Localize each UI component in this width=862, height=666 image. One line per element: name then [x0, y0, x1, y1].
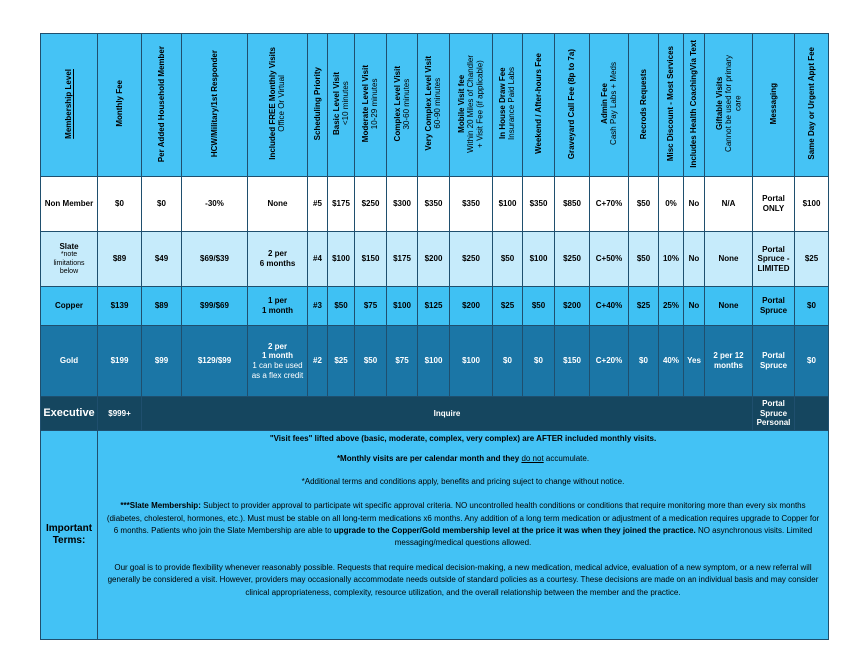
table-cell: $0	[98, 177, 142, 232]
header-weekend-fee: Weekend / After-hours Fee	[523, 34, 555, 177]
table-cell: $350	[418, 177, 450, 232]
table-cell: C+40%	[590, 287, 629, 326]
table-cell: $0	[493, 326, 523, 397]
table-cell: $129/$99	[182, 326, 248, 397]
header-giftable-visits: Giftable Visits Cannot be used for primary care	[705, 34, 753, 177]
table-cell: $0	[142, 177, 182, 232]
header-in-house-draw: In House Draw Fee Insurance Paid Labs	[493, 34, 523, 177]
header-free-visits: Included FREE Monthly Visits Office Or Virtual	[248, 34, 308, 177]
header-admin-fee: Admin Fee Cash Pay Labs + Meds	[590, 34, 629, 177]
table-cell: C+50%	[590, 232, 629, 287]
terms-flexibility: Our goal is to provide flexibility whenever reasonably possible. Requests that require medical decision-making, a new medication, medical advice, evaluation of a new symptom, or a new referral will generally be considered a visit. However, providers may occasionally accommodate needs outside of standard policies as a courtesy. These decisions are made on an individual basis and may consider clinical appropriateness, complexity, resource utilization, and the overall relationship between the member and the practice.	[107, 562, 819, 597]
table-cell: $50	[523, 287, 555, 326]
membership-pricing-table	[40, 33, 829, 640]
table-cell: $125	[418, 287, 450, 326]
table-cell: $150	[555, 326, 590, 397]
table-cell: $100	[328, 232, 355, 287]
table-cell: $89	[142, 287, 182, 326]
table-cell: $25	[795, 232, 829, 287]
table-cell: $99	[142, 326, 182, 397]
header-household-member: Per Added Household Member	[142, 34, 182, 177]
table-cell: #3	[308, 287, 328, 326]
free-visits-cell: 1 per 1 month	[248, 287, 308, 326]
messaging-cell: Portal Spruce Personal	[753, 397, 795, 431]
header-very-complex-visit: Very Complex Level Visit 60-90 minutes	[418, 34, 450, 177]
table-cell: $850	[555, 177, 590, 232]
table-cell: $69/$39	[182, 232, 248, 287]
level-cell: Executive	[41, 397, 98, 431]
table-cell: None	[705, 287, 753, 326]
level-cell: Copper	[41, 287, 98, 326]
table-cell: $250	[355, 177, 387, 232]
table-cell: 10%	[659, 232, 684, 287]
header-basic-visit: Basic Level Visit <10 minutes	[328, 34, 355, 177]
header-scheduling-priority: Scheduling Priority	[308, 34, 328, 177]
table-cell: $50	[629, 177, 659, 232]
table-cell: None	[248, 177, 308, 232]
table-cell: $100	[523, 232, 555, 287]
table-cell: $99/$69	[182, 287, 248, 326]
table-cell: $999+	[98, 397, 142, 431]
messaging-cell: Portal Spruce	[753, 326, 795, 397]
messaging-cell: Portal Spruce	[753, 287, 795, 326]
table-cell: $100	[493, 177, 523, 232]
table-cell: $250	[450, 232, 493, 287]
free-visits-cell: 2 per 1 month 1 can be used as a flex credit	[248, 326, 308, 397]
table-cell: $25	[493, 287, 523, 326]
table-cell: $89	[98, 232, 142, 287]
table-cell: C+20%	[590, 326, 629, 397]
table-cell: $350	[450, 177, 493, 232]
table-cell: $0	[795, 326, 829, 397]
table-cell: No	[684, 232, 705, 287]
table-cell: 40%	[659, 326, 684, 397]
header-misc-discount: Misc Discount - Most Services	[659, 34, 684, 177]
table-cell: $50	[355, 326, 387, 397]
table-cell	[795, 397, 829, 431]
table-cell: $100	[795, 177, 829, 232]
table-cell: $25	[629, 287, 659, 326]
row-executive	[41, 397, 829, 431]
table-cell: $200	[450, 287, 493, 326]
table-cell: $175	[328, 177, 355, 232]
header-membership-level: Membership Level	[41, 34, 98, 177]
table-cell: Yes	[684, 326, 705, 397]
messaging-cell: Portal Spruce - LIMITED	[753, 232, 795, 287]
table-cell: $0	[523, 326, 555, 397]
level-cell: Gold	[41, 326, 98, 397]
row-slate	[41, 232, 829, 287]
header-monthly-fee: Monthly Fee	[98, 34, 142, 177]
table-cell: 25%	[659, 287, 684, 326]
row-non-member	[41, 177, 829, 232]
table-cell: None	[705, 232, 753, 287]
table-cell: #4	[308, 232, 328, 287]
table-cell: $139	[98, 287, 142, 326]
free-visits-cell: 2 per 6 months	[248, 232, 308, 287]
table-cell: $0	[795, 287, 829, 326]
header-hcw-military: HCW/Military/1st Responder	[182, 34, 248, 177]
header-graveyard-fee: Graveyard Call Fee (8p to 7a)	[555, 34, 590, 177]
table-cell: No	[684, 287, 705, 326]
table-cell: $200	[418, 232, 450, 287]
table-cell: 0%	[659, 177, 684, 232]
giftable-cell: 2 per 12 months	[705, 326, 753, 397]
terms-additional: *Additional terms and conditions apply, benefits and pricing suject to change without notice.	[301, 476, 625, 486]
header-records-requests: Recrods Requests	[629, 34, 659, 177]
header-health-coaching: Includes Health CoachingVia Text	[684, 34, 705, 177]
table-cell: No	[684, 177, 705, 232]
table-cell: $250	[555, 232, 590, 287]
table-cell: $49	[142, 232, 182, 287]
messaging-cell: Portal ONLY	[753, 177, 795, 232]
terms-visit-fees: "Visit fees" lifted above (basic, moderate, complex, very complex) are AFTER included monthly visits.	[269, 434, 657, 443]
table-cell: -30%	[182, 177, 248, 232]
table-cell: $75	[355, 287, 387, 326]
table-cell: $175	[387, 232, 418, 287]
table-cell: #2	[308, 326, 328, 397]
table-cell: $350	[523, 177, 555, 232]
table-cell: $50	[328, 287, 355, 326]
row-gold	[41, 326, 829, 397]
terms-text	[98, 431, 829, 640]
table-cell: $300	[387, 177, 418, 232]
terms-monthly-visits: *Monthly visits are per calendar month and they do not accumulate.	[336, 454, 590, 464]
table-cell: C+70%	[590, 177, 629, 232]
row-copper	[41, 287, 829, 326]
table-cell: $25	[328, 326, 355, 397]
level-cell: Non Member	[41, 177, 98, 232]
header-messaging: Messaging	[753, 34, 795, 177]
table-cell: N/A	[705, 177, 753, 232]
row-terms	[41, 431, 829, 640]
table-cell: $150	[355, 232, 387, 287]
terms-label: Important Terms:	[41, 431, 98, 640]
header-complex-visit: Complex Level Visit 30-60 minutes	[387, 34, 418, 177]
table-cell: $50	[629, 232, 659, 287]
header-row	[41, 34, 829, 177]
table-cell: $100	[418, 326, 450, 397]
table-cell: $200	[555, 287, 590, 326]
level-cell: Slate *note limitations below	[41, 232, 98, 287]
table-cell: $199	[98, 326, 142, 397]
table-cell: $75	[387, 326, 418, 397]
table-cell: $100	[450, 326, 493, 397]
table-cell: $0	[629, 326, 659, 397]
terms-slate: ***Slate Membership: Subject to provider approval to participate wit specific approval criteria. NO uncontrolled health conditions or conditions that require monitoring more than every six months (diabetes, cholesterol, hormones, etc.). Must must be stable on all long-term medications x6 months. Any addition of a long term medication or adjustment of a medication requires upgrade to Copper for 6 months. Patients who join the Slate Membership are able to upgrade to the Copper/Gold membership level at the price it was when they joined the practice. NO asynchronous visits. Limited messaging/medical questions allowed.	[106, 501, 820, 548]
table-cell: #5	[308, 177, 328, 232]
header-same-day-fee: Same Day or Urgent Appt Fee	[795, 34, 829, 177]
header-mobile-visit: Mobile Visit fee Within 20 Miles of Chandler + Visit Fee (if applicable)	[450, 34, 493, 177]
inquire-cell: Inquire	[142, 397, 753, 431]
header-moderate-visit: Moderate Level Visit 10-29 minutes	[355, 34, 387, 177]
table-cell: $50	[493, 232, 523, 287]
table-cell: $100	[387, 287, 418, 326]
